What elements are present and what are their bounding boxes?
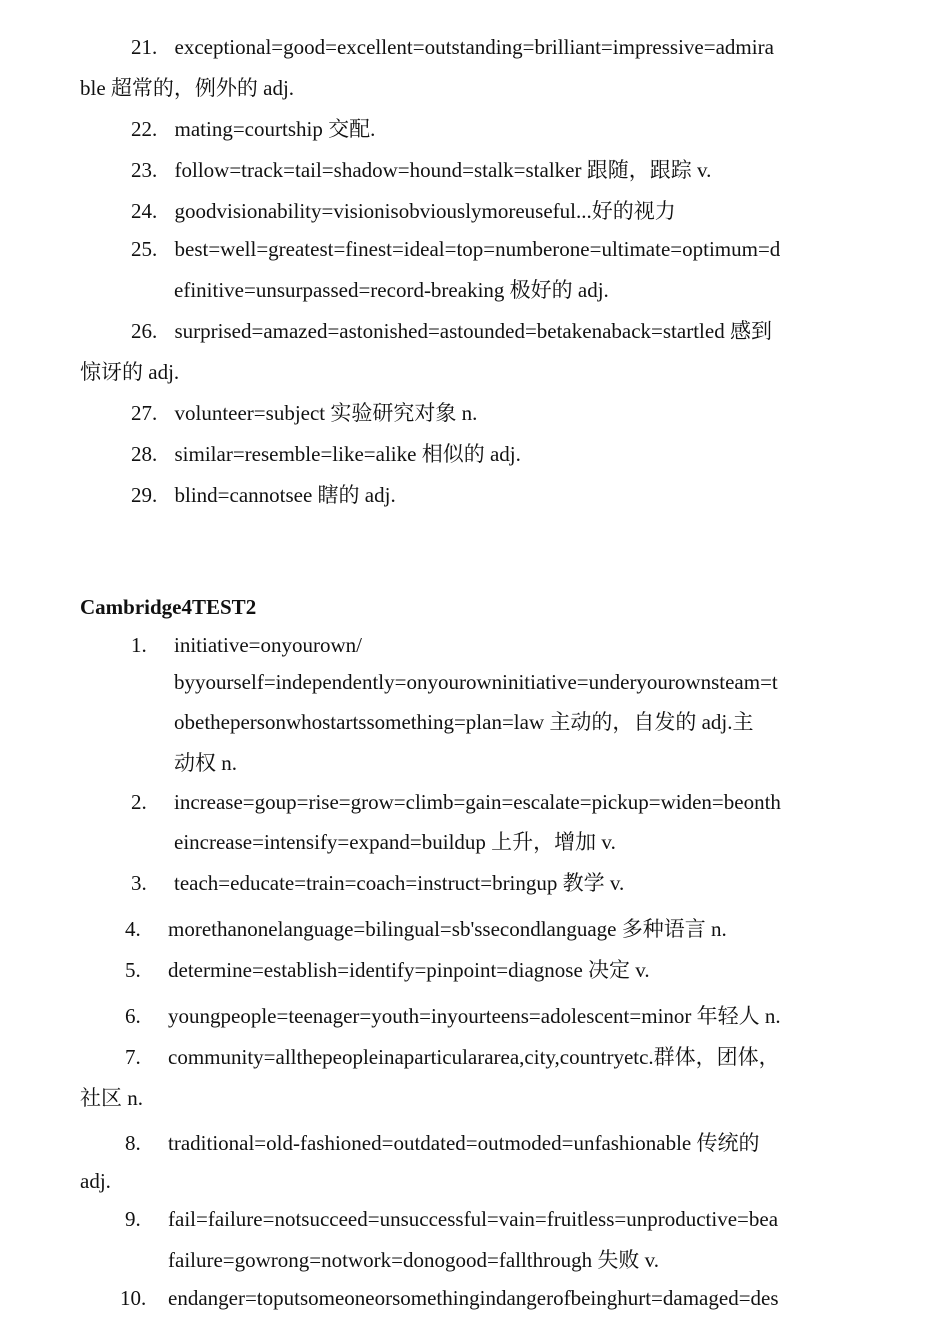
list-item bbox=[131, 398, 477, 428]
item-number: 22. bbox=[131, 117, 158, 141]
item-text-continuation: obethepersonwhostartssomething=plan=law 主动的，自发的 adj.主 bbox=[174, 710, 754, 734]
item-text: endanger=toputsomeoneorsomethingindangerofbeinghurt=damaged=des bbox=[168, 1286, 779, 1310]
item-text: increase=goup=rise=grow=climb=gain=escalate=pickup=widen=beonth bbox=[174, 790, 781, 814]
list-item bbox=[131, 234, 780, 264]
item-text: youngpeople=teenager=youth=inyourteens=adolescent=minor 年轻人 n. bbox=[168, 1004, 781, 1028]
item-number: 26. bbox=[131, 319, 158, 343]
item-number: 29. bbox=[131, 483, 158, 507]
item-text-continuation: 动权 n. bbox=[174, 751, 237, 775]
item-number: 3. bbox=[131, 871, 147, 895]
item-number: 23. bbox=[131, 158, 158, 182]
section-heading: Cambridge4TEST2 bbox=[80, 595, 257, 619]
list-item bbox=[131, 155, 711, 185]
item-text: volunteer=subject 实验研究对象 n. bbox=[174, 401, 478, 425]
item-text: determine=establish=identify=pinpoint=diagnose 决定 v. bbox=[168, 958, 650, 982]
item-text-continuation: 惊讶的 adj. bbox=[80, 360, 180, 384]
item-number: 28. bbox=[131, 442, 158, 466]
list-item bbox=[131, 316, 772, 346]
item-text-continuation: ble 超常的，例外的 adj. bbox=[80, 76, 295, 100]
item-number: 1. bbox=[131, 633, 147, 657]
item-text: exceptional=good=excellent=outstanding=brilliant=impressive=admira bbox=[174, 35, 774, 59]
item-text: blind=cannotsee 瞎的 adj. bbox=[174, 483, 396, 507]
item-text-continuation: byyourself=independently=onyourowninitiative=underyourownsteam=t bbox=[174, 670, 778, 694]
list-item bbox=[131, 32, 774, 62]
item-text-continuation: efinitive=unsurpassed=record-breaking 极好的 adj. bbox=[174, 278, 609, 302]
item-number: 25. bbox=[131, 237, 158, 261]
item-number: 2. bbox=[131, 790, 147, 814]
item-text: surprised=amazed=astonished=astounded=betakenaback=startled 感到 bbox=[174, 319, 772, 343]
item-text: best=well=greatest=finest=ideal=top=numberone=ultimate=optimum=d bbox=[174, 237, 781, 261]
item-text: follow=track=tail=shadow=hound=stalk=stalker 跟随，跟踪 v. bbox=[174, 158, 712, 182]
list-item bbox=[131, 114, 375, 144]
item-text-continuation: 社区 n. bbox=[80, 1086, 143, 1110]
item-number: 8. bbox=[125, 1131, 141, 1155]
list-item bbox=[131, 439, 521, 469]
item-number: 27. bbox=[131, 401, 158, 425]
item-number: 5. bbox=[125, 958, 141, 982]
item-number: 6. bbox=[125, 1004, 141, 1028]
item-text: mating=courtship 交配. bbox=[174, 117, 376, 141]
item-text: fail=failure=notsucceed=unsuccessful=vain=fruitless=unproductive=bea bbox=[168, 1207, 779, 1231]
item-number: 7. bbox=[125, 1045, 141, 1069]
item-number: 4. bbox=[125, 917, 141, 941]
item-number: 9. bbox=[125, 1207, 141, 1231]
item-text: goodvisionability=visionisobviouslymoreuseful...好的视力 bbox=[174, 199, 676, 223]
item-text: similar=resemble=like=alike 相似的 adj. bbox=[174, 442, 521, 466]
item-number: 24. bbox=[131, 199, 158, 223]
list-item bbox=[131, 480, 396, 510]
item-number: 21. bbox=[131, 35, 158, 59]
list-item bbox=[131, 196, 676, 226]
item-text-continuation: failure=gowrong=notwork=donogood=fallthrough 失败 v. bbox=[168, 1248, 660, 1272]
item-text: morethanonelanguage=bilingual=sb'ssecondlanguage 多种语言 n. bbox=[168, 917, 727, 941]
item-number: 10. bbox=[120, 1286, 147, 1310]
item-text-continuation: adj. bbox=[80, 1169, 111, 1193]
item-text-continuation: eincrease=intensify=expand=buildup 上升，增加 v. bbox=[174, 830, 616, 854]
item-text: teach=educate=train=coach=instruct=bringup 教学 v. bbox=[174, 871, 625, 895]
item-text: initiative=onyourown/ bbox=[174, 633, 362, 657]
item-text: community=allthepeopleinaparticulararea,city,countryetc.群体，团体， bbox=[168, 1045, 780, 1069]
item-text: traditional=old-fashioned=outdated=outmoded=unfashionable 传统的 bbox=[168, 1131, 760, 1155]
